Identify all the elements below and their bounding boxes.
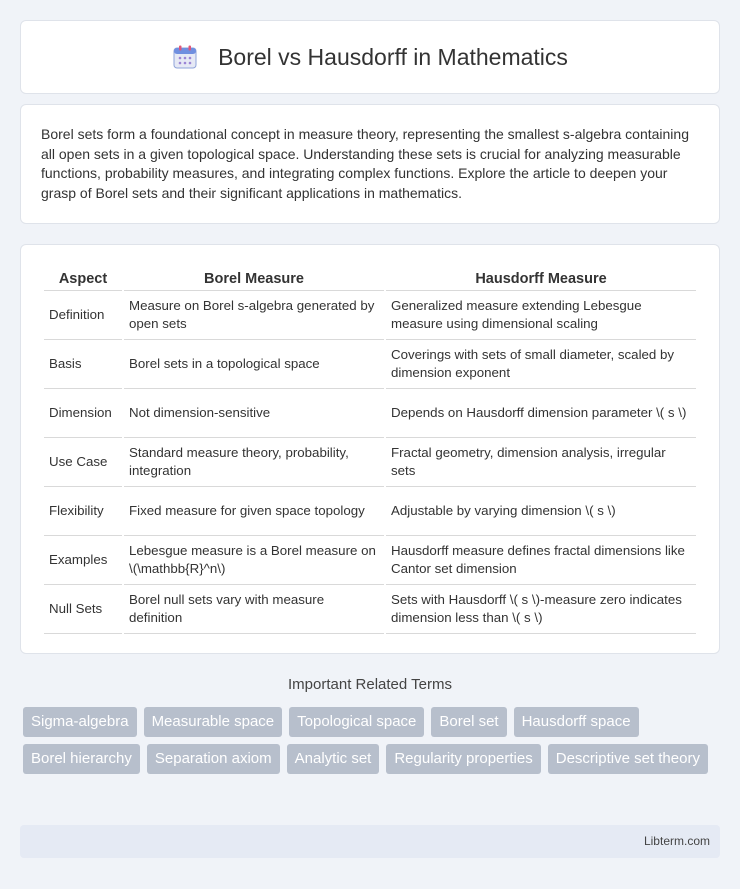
row-hausdorff: Hausdorff measure defines fractal dimensions like Cantor set dimension: [386, 536, 696, 585]
row-hausdorff: Coverings with sets of small diameter, scaled by dimension exponent: [386, 340, 696, 389]
footer-bar: [20, 825, 720, 858]
header-aspect: Aspect: [44, 265, 122, 291]
related-terms-list: [23, 707, 723, 774]
table-row: [44, 291, 696, 340]
row-aspect: Basis: [44, 340, 122, 389]
intro-text: Borel sets form a foundational concept in measure theory, representing the smallest s-algebra containing all open sets in a given topological space. Understanding these sets is crucial for analyzing measurable functions, probability measures, and integrating complex functions. Explore the article to deepen your grasp of Borel sets and their significant applications in mathematics.: [41, 126, 689, 201]
page-title: Borel vs Hausdorff in Mathematics: [218, 43, 568, 70]
row-aspect: Dimension: [44, 389, 122, 438]
term-tag[interactable]: Measurable space: [144, 707, 283, 737]
row-hausdorff: Depends on Hausdorff dimension parameter \( s \): [386, 389, 696, 438]
row-hausdorff: Sets with Hausdorff \( s \)-measure zero indicates dimension less than \( s \): [386, 585, 696, 634]
row-aspect: Null Sets: [44, 585, 122, 634]
row-borel: Fixed measure for given space topology: [124, 487, 384, 536]
table-row: [44, 487, 696, 536]
row-borel: Lebesgue measure is a Borel measure on \(\mathbb{R}^n\): [124, 536, 384, 585]
table-row: [44, 585, 696, 634]
term-tag[interactable]: Analytic set: [287, 744, 380, 774]
row-borel: Borel sets in a topological space: [124, 340, 384, 389]
term-tag[interactable]: Topological space: [289, 707, 424, 737]
row-aspect: Use Case: [44, 438, 122, 487]
row-aspect: Flexibility: [44, 487, 122, 536]
calendar-icon: [172, 44, 198, 70]
header-card: [20, 20, 720, 94]
row-aspect: Examples: [44, 536, 122, 585]
comparison-table-card: [20, 244, 720, 654]
term-tag[interactable]: Separation axiom: [147, 744, 280, 774]
term-tag[interactable]: Hausdorff space: [514, 707, 639, 737]
row-aspect: Definition: [44, 291, 122, 340]
row-borel: Measure on Borel s-algebra generated by open sets: [124, 291, 384, 340]
footer-brand[interactable]: Libterm.com: [643, 834, 710, 848]
comparison-table: [42, 265, 698, 634]
table-row: [44, 389, 696, 438]
table-row: [44, 438, 696, 487]
header-hausdorff: Hausdorff Measure: [386, 265, 696, 291]
header-borel: Borel Measure: [124, 265, 384, 291]
intro-card: [20, 104, 720, 224]
row-borel: Not dimension-sensitive: [124, 389, 384, 438]
row-hausdorff: Fractal geometry, dimension analysis, irregular sets: [386, 438, 696, 487]
table-row: [44, 340, 696, 389]
table-row: [44, 536, 696, 585]
term-tag[interactable]: Regularity properties: [386, 744, 540, 774]
term-tag[interactable]: Sigma-algebra: [23, 707, 137, 737]
term-tag[interactable]: Borel set: [431, 707, 506, 737]
row-hausdorff: Generalized measure extending Lebesgue measure using dimensional scaling: [386, 291, 696, 340]
term-tag[interactable]: Descriptive set theory: [548, 744, 708, 774]
row-hausdorff: Adjustable by varying dimension \( s \): [386, 487, 696, 536]
row-borel: Borel null sets vary with measure definition: [124, 585, 384, 634]
row-borel: Standard measure theory, probability, integration: [124, 438, 384, 487]
related-terms-heading: Important Related Terms: [288, 676, 452, 693]
term-tag[interactable]: Borel hierarchy: [23, 744, 140, 774]
table-header-row: [44, 265, 696, 291]
